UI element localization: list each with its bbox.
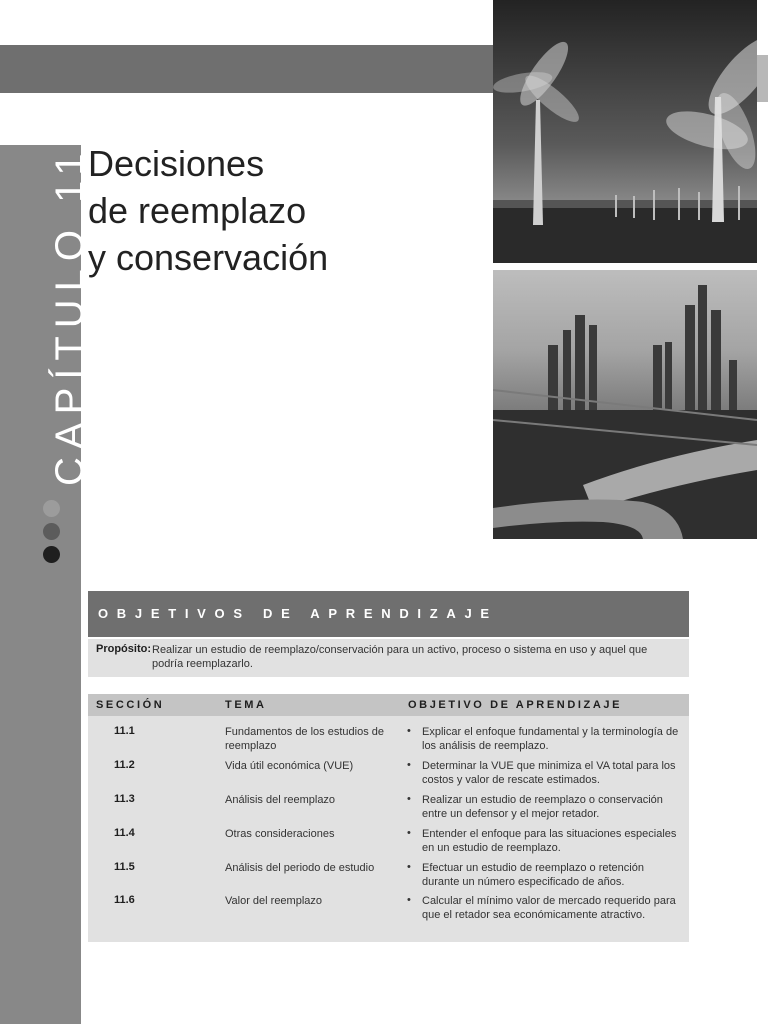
top-band <box>0 45 493 93</box>
row-objective: Efectuar un estudio de reemplazo o retención durante un número especificado de años. <box>422 862 644 888</box>
decor-dot-mid <box>43 523 60 540</box>
row-section: 11.6 <box>114 894 135 906</box>
purpose-text: Realizar un estudio de reemplazo/conservación para un activo, proceso o sistema en uso y aquel que podría reemplazarlo. <box>152 644 648 670</box>
row-topic: Fundamentos de los estudios de reemplazo <box>225 726 384 752</box>
bullet-icon: • <box>407 759 411 771</box>
refinery-photo <box>493 270 757 539</box>
row-topic: Otras consideraciones <box>225 828 335 840</box>
row-topic: Vida útil económica (VUE) <box>225 760 354 772</box>
row-section: 11.2 <box>114 759 135 771</box>
purpose-label: Propósito: <box>96 643 151 655</box>
decor-dot-light <box>43 500 60 517</box>
objectives-table-header <box>88 694 689 716</box>
row-section: 11.1 <box>114 725 135 737</box>
decor-dot-dark <box>43 546 60 563</box>
chapter-title-line: Decisiones <box>88 143 265 184</box>
chapter-title-line: de reemplazo <box>88 190 307 231</box>
bullet-icon: • <box>407 725 411 737</box>
row-topic: Análisis del reemplazo <box>225 794 336 806</box>
column-header-section: SECCIÓN <box>96 699 165 711</box>
right-band <box>757 55 768 102</box>
row-section: 11.5 <box>114 861 135 873</box>
bullet-icon: • <box>407 793 411 805</box>
row-section: 11.4 <box>114 827 135 839</box>
purpose-box <box>88 639 689 677</box>
row-objective: Explicar el enfoque fundamental y la terminología de los análisis de reemplazo. <box>422 726 679 752</box>
row-section: 11.3 <box>114 793 135 805</box>
row-objective: Determinar la VUE que minimiza el VA total para los costos y valor de rescate estimados. <box>422 760 676 786</box>
bullet-icon: • <box>407 827 411 839</box>
chapter-title <box>88 140 488 281</box>
row-topic: Análisis del periodo de estudio <box>225 862 375 874</box>
column-header-topic: TEMA <box>225 699 267 711</box>
chapter-label: CAPÍTULO 11 <box>48 145 92 486</box>
objectives-header <box>88 591 689 637</box>
objectives-table <box>88 716 689 942</box>
row-objective: Entender el enfoque para las situaciones especiales en un estudio de reemplazo. <box>422 828 677 854</box>
bullet-icon: • <box>407 861 411 873</box>
row-topic: Valor del reemplazo <box>225 895 323 907</box>
column-header-objective: OBJETIVO DE APRENDIZAJE <box>408 699 623 711</box>
row-objective: Calcular el mínimo valor de mercado requerido para que el retador sea económicamente atractivo. <box>422 895 676 921</box>
bullet-icon: • <box>407 894 411 906</box>
chapter-title-line: y conservación <box>88 237 329 278</box>
objectives-header-text: OBJETIVOS DE APRENDIZAJE <box>98 606 498 621</box>
wind-turbines-photo <box>493 0 757 263</box>
row-objective: Realizar un estudio de reemplazo o conservación entre un defensor y el mejor retador. <box>422 794 663 820</box>
